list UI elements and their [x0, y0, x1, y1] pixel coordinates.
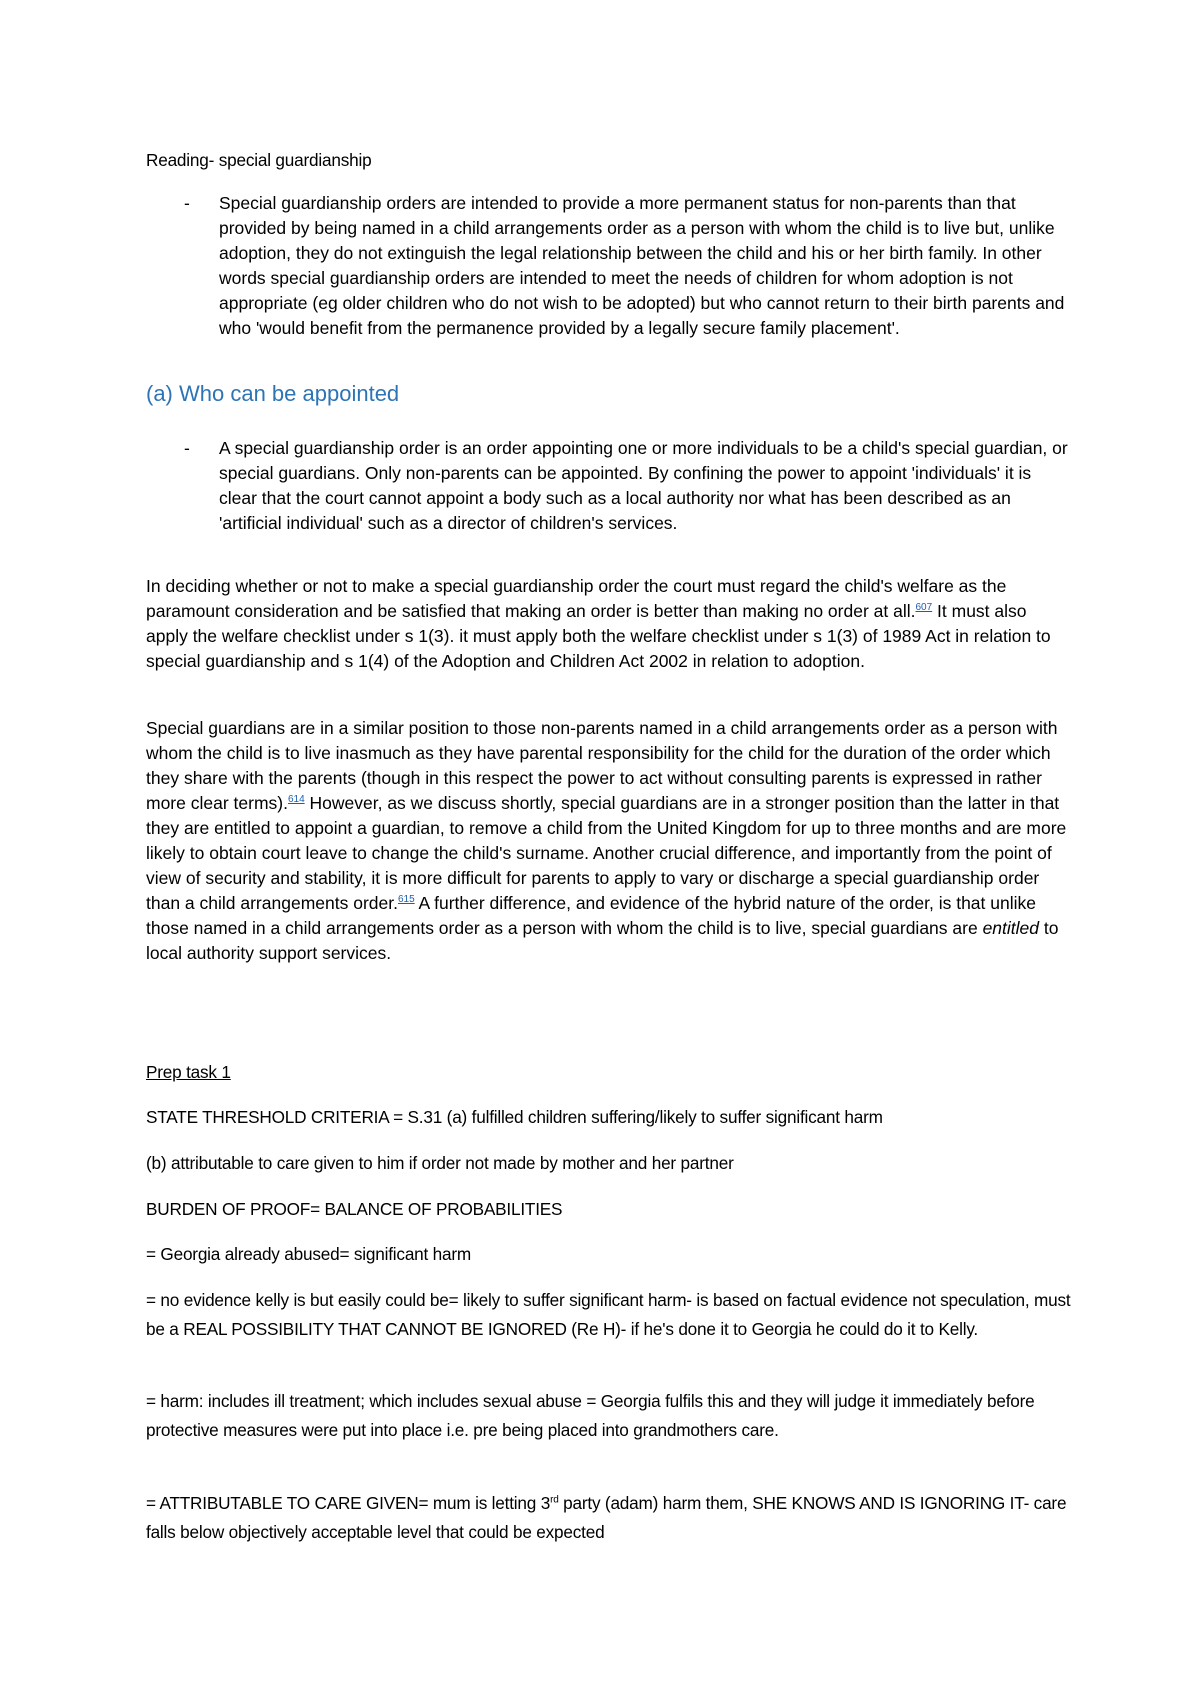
- bullet-marker: -: [184, 193, 190, 213]
- note-line-5: = no evidence kelly is but easily could be= likely to suffer significant harm- is based on factual evidence not speculation, must be a REAL POSSIBILITY THAT CANNOT BE IGNORED (Re H)- if he's done it to Georgia he could do it to Kelly.: [146, 1290, 1071, 1339]
- ordinal-suffix: rd: [550, 1494, 559, 1506]
- note-line-1: STATE THRESHOLD CRITERIA = S.31 (a) fulfilled children suffering/likely to suffer significant harm: [146, 1107, 883, 1127]
- note-line-4: = Georgia already abused= significant harm: [146, 1244, 472, 1264]
- paragraph-1: [146, 574, 1072, 674]
- paragraph-1-text: In deciding whether or not to make a special guardianship order the court must regard the child's welfare as the paramount consideration and be satisfied that making an order is better than making no order at all.: [146, 576, 1007, 621]
- prep-task-heading: Prep task 1: [146, 1062, 231, 1082]
- bullet-item-2: [146, 436, 1072, 536]
- note-line-2: (b) attributable to care given to him if order not made by mother and her partner: [146, 1153, 734, 1173]
- note-line-6: = harm: includes ill treatment; which includes sexual abuse = Georgia fulfils this and they will judge it immediately before protective measures were put into place i.e. pre being placed into grandmothers care.: [146, 1391, 1035, 1440]
- footnote-link[interactable]: 607: [915, 602, 933, 614]
- paragraph-2-text: Special guardians are in a similar position to those non-parents named in a child arrangements order as a person with whom the child is to live inasmuch as they have parental responsibility for the child for the duration of the order which they share with the parents (though in this respect the power to act without consulting parents is expressed in rather more clear terms).: [146, 718, 1058, 813]
- footnote-link[interactable]: 614: [287, 794, 305, 806]
- paragraph-1-text-cont: It must also apply the welfare checklist under s 1(3). it must apply both the welfare checklist under s 1(3) of 1989 Act in relation to special guardianship and s 1(4) of the Adoption and Children Act 2002 in relation to adoption.: [146, 601, 1051, 671]
- paragraph-2-text-cont2: A further difference, and evidence of the hybrid nature of the order, is that unlike those named in a child arrangements order as a person with whom the child is to live, special guardians are: [146, 893, 1036, 938]
- paragraph-2: [146, 716, 1072, 966]
- note-line-7: [146, 1489, 1072, 1547]
- bullet-text-2: A special guardianship order is an order appointing one or more individuals to be a child's special guardian, or special guardians. Only non-parents can be appointed. By confining the power to appoint 'individuals' it is clear that the court cannot appoint a body such as a local authority nor what has been described as an 'artificial individual' such as a director of children's services.: [219, 438, 1068, 533]
- emphasis-text: entitled: [982, 918, 1039, 938]
- bullet-item-1: [146, 191, 1072, 341]
- bullet-text-1: Special guardianship orders are intended to provide a more permanent status for non-parents than that provided by being named in a child arrangements order as a person with whom the child is to live but, unlike adoption, they do not extinguish the legal relationship between the child and his or her birth family. In other words special guardianship orders are intended to meet the needs of children for whom adoption is not appropriate (eg older children who do not wish to be adopted) but who cannot return to their birth parents and who 'would benefit from the permanence provided by a legally secure family placement'.: [219, 193, 1065, 338]
- paragraph-2-text-cont: However, as we discuss shortly, special guardians are in a stronger position than the latter in that they are entitled to appoint a guardian, to remove a child from the United Kingdom for up to three months and are more likely to obtain court leave to change the child's surname. Another crucial difference, and importantly from the point of view of security and stability, it is more difficult for parents to apply to vary or discharge a special guardianship order than a child arrangements order.: [146, 793, 1067, 913]
- note-line-3: BURDEN OF PROOF= BALANCE OF PROBABILITIES: [146, 1199, 563, 1219]
- bullet-marker: -: [184, 438, 190, 458]
- paragraph-2-text-end: to local authority support services.: [146, 918, 1059, 963]
- section-heading: (a) Who can be appointed: [146, 381, 400, 406]
- note-line-7-text-cont: party (adam) harm them, SHE KNOWS AND IS IGNORING IT- care falls below objectively acceptable level that could be expected: [146, 1493, 1067, 1542]
- note-line-7-text: = ATTRIBUTABLE TO CARE GIVEN= mum is letting 3: [146, 1493, 551, 1513]
- footnote-link[interactable]: 615: [397, 894, 415, 906]
- page-title: Reading- special guardianship: [146, 150, 372, 170]
